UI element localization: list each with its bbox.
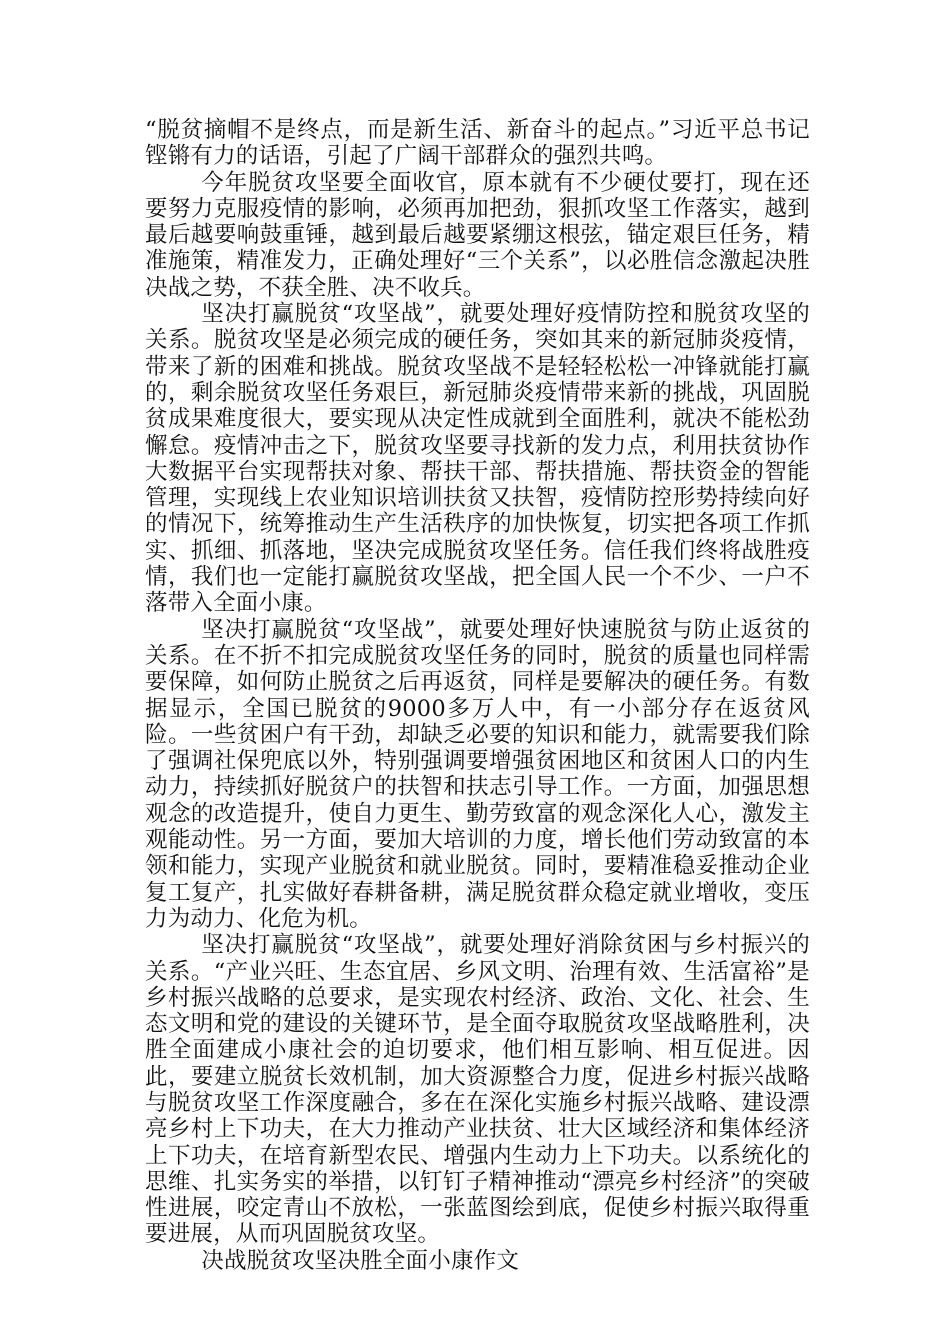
paragraph-2: 今年脱贫攻坚要全面收官，原本就有不少硬仗要打，现在还要努力克服疫情的影响，必须再加把劲，狠抓攻坚工作落实，越到最后越要响鼓重锤，越到最后越要紧绷这根弦，锚定艰巨任务，精准施策，精准发力，正确处理好“三个关系”，以必胜信念激起决胜决战之势，不获全胜、决不收兵。 (145, 169, 810, 301)
paragraph-5: 坚决打赢脱贫“攻坚战”，就要处理好消除贫困与乡村振兴的关系。“产业兴旺、生态宜居、乡风文明、治理有效、生活富裕”是乡村振兴战略的总要求，是实现农村经济、政治、文化、社会、生态文明和党的建设的关键环节，是全面夺取脱贫攻坚战略胜利，决胜全面建成小康社会的迫切要求，他们相互影响、相互促进。因此，要建立脱贫长效机制，加大资源整合力度，促进乡村振兴战略与脱贫攻坚工作深度融合，多在在深化实施乡村振兴战略、建设漂亮乡村上下功夫，在大力推动产业扶贫、壮大区域经济和集体经济上下功夫，在培育新型农民、增强内生动力上下功夫。以系统化的思维、扎实务实的举措，以钉钉子精神推动“漂亮乡村经济”的突破性进展，咬定青山不放松，一张蓝图绘到底，促使乡村振兴取得重要进展，从而巩固脱贫攻坚。 (145, 932, 810, 1248)
paragraph-4: 坚决打赢脱贫“攻坚战”，就要处理好快速脱贫与防止返贫的关系。在不折不扣完成脱贫攻坚任务的同时，脱贫的质量也同样需要保障，如何防止脱贫之后再返贫，同样是要解决的硬任务。有数据显示，全国已脱贫的9000多万人中，有一小部分存在返贫风险。一些贫困户有干劲，却缺乏必要的知识和能力，就需要我们除了强调社保兜底以外，特别强调要增强贫困地区和贫困人口的内生动力，持续抓好脱贫户的扶智和扶志引导工作。一方面，加强思想观念的改造提升，使自力更生、勤劳致富的观念深化人心，激发主观能动性。另一方面，要加大培训的力度，增长他们劳动致富的本领和能力，实现产业脱贫和就业脱贫。同时，要精准稳妥推动企业复工复产，扎实做好春耕备耕，满足脱贫群众稳定就业增收，变压力为动力、化危为机。 (145, 616, 810, 932)
paragraph-1: “脱贫摘帽不是终点，而是新生活、新奋斗的起点。”习近平总书记铿锵有力的话语，引起了广阔干部群众的强烈共鸣。 (145, 117, 810, 170)
document-body (145, 117, 810, 1274)
paragraph-3: 坚决打赢脱贫“攻坚战”，就要处理好疫情防控和脱贫攻坚的关系。脱贫攻坚是必须完成的硬任务，突如其来的新冠肺炎疫情，带来了新的困难和挑战。脱贫攻坚战不是轻轻松松一冲锋就能打赢的，剩余脱贫攻坚任务艰巨，新冠肺炎疫情带来新的挑战，巩固脱贫成果难度很大，要实现从决定性成就到全面胜利，就决不能松劲懈怠。疫情冲击之下，脱贫攻坚要寻找新的发力点，利用扶贫协作大数据平台实现帮扶对象、帮扶干部、帮扶措施、帮扶资金的智能管理，实现线上农业知识培训扶贫又扶智，疫情防控形势持续向好的情况下，统筹推动生产生活秩序的加快恢复，切实把各项工作抓实、抓细、抓落地，坚决完成脱贫攻坚任务。信任我们终将战胜疫情，我们也一定能打赢脱贫攻坚战，把全国人民一个不少、一户不落带入全面小康。 (145, 301, 810, 617)
essay-title-line: 决战脱贫攻坚决胜全面小康作文 (201, 1247, 520, 1274)
